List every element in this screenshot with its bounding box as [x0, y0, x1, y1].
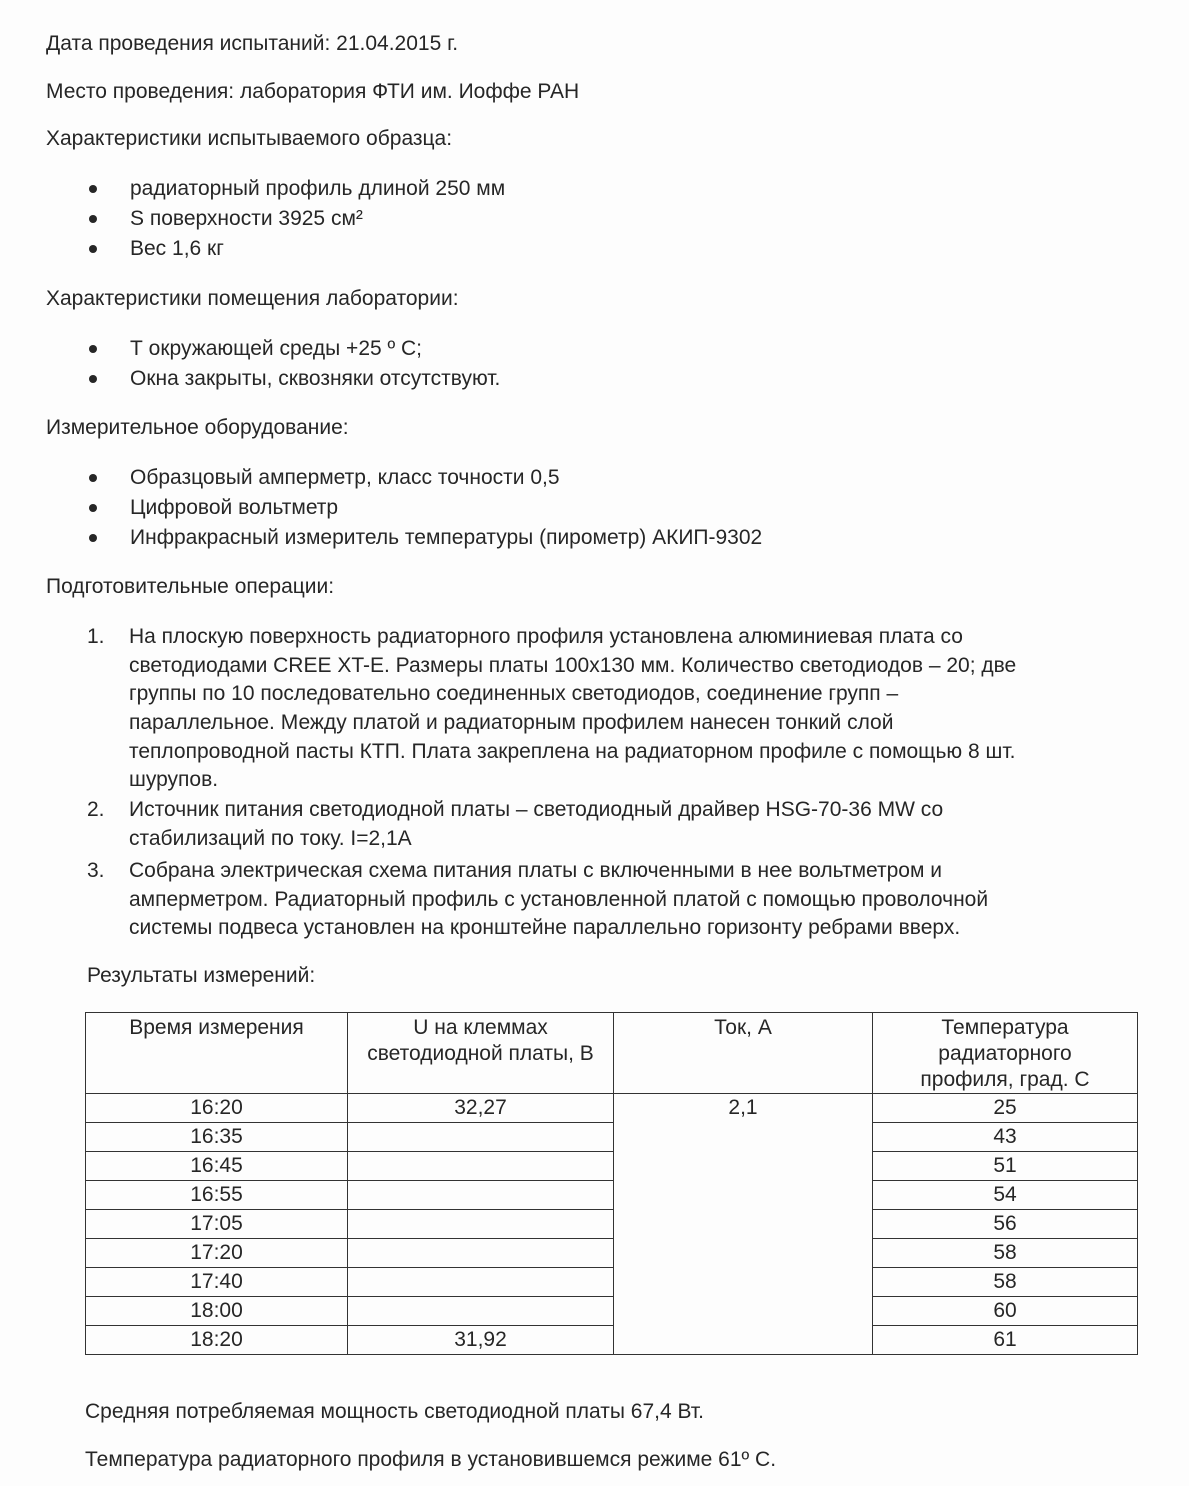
step-line: группы по 10 последовательно соединенных светодиодов, соединение групп –: [129, 682, 899, 706]
table-row: [86, 1268, 1138, 1297]
room-item: Окна закрыты, сквозняки отсутствуют.: [130, 367, 501, 390]
time-cell: 16:45: [86, 1152, 348, 1181]
bullet-icon: [89, 504, 97, 512]
time-cell: 17:40: [86, 1268, 348, 1297]
preparation-heading: Подготовительные операции:: [46, 575, 335, 598]
column-header-voltage: U на клеммах светодиодной платы, В: [348, 1013, 614, 1094]
equipment-item: Цифровой вольтметр: [130, 496, 339, 519]
column-header-current: Ток, А: [614, 1013, 873, 1094]
time-cell: 16:35: [86, 1123, 348, 1152]
results-table: [85, 1012, 1138, 1355]
sample-heading: Характеристики испытываемого образца:: [46, 127, 453, 150]
table-row: [86, 1094, 1138, 1123]
voltage-cell: [348, 1210, 614, 1239]
step-line: стабилизаций по току. I=2,1A: [129, 826, 412, 850]
bullet-icon: [89, 474, 97, 482]
step-text: [129, 859, 988, 940]
temperature-cell: 58: [873, 1239, 1138, 1268]
step-line: теплопроводной пасты КТП. Плата закреплена на радиаторном профиле с помощью 8 шт.: [129, 739, 1016, 763]
bullet-icon: [89, 245, 97, 253]
results-heading: Результаты измерений:: [87, 964, 316, 987]
current-cell: 2,1: [614, 1094, 873, 1355]
temperature-cell: 58: [873, 1268, 1138, 1297]
column-header-time: Время измерения: [86, 1013, 348, 1094]
column-header-temperature: Температура радиаторного профиля, град. С: [873, 1013, 1138, 1094]
temperature-cell: 25: [873, 1094, 1138, 1123]
step-line: Собрана электрическая схема питания платы с включенными в нее вольтметром и: [129, 859, 942, 882]
table-header-row: [86, 1013, 1138, 1094]
bullet-icon: [89, 185, 97, 193]
voltage-cell: [348, 1181, 614, 1210]
bullet-icon: [89, 345, 97, 353]
test-date-line: Дата проведения испытаний: 21.04.2015 г.: [46, 32, 459, 55]
step-line: шурупов.: [129, 768, 219, 792]
time-cell: 16:55: [86, 1181, 348, 1210]
time-cell: 17:20: [86, 1239, 348, 1268]
temperature-cell: 51: [873, 1152, 1138, 1181]
time-cell: 18:20: [86, 1326, 348, 1355]
voltage-cell: 31,92: [348, 1326, 614, 1355]
table-row: [86, 1210, 1138, 1239]
table-row: [86, 1152, 1138, 1181]
time-cell: 16:20: [86, 1094, 348, 1123]
voltage-cell: [348, 1152, 614, 1181]
time-cell: 18:00: [86, 1297, 348, 1326]
step-text: [129, 625, 1016, 792]
sample-item: S поверхности 3925 см²: [130, 207, 363, 230]
equipment-item: Инфракрасный измеритель температуры (пирометр) АКИП-9302: [130, 526, 763, 549]
room-heading: Характеристики помещения лаборатории:: [46, 287, 459, 310]
step-line: светодиодами CREE XT-E. Размеры платы 100х130 мм. Количество светодиодов – 20; две: [129, 653, 1017, 677]
step-line: системы подвеса установлен на кронштейне параллельно горизонту ребрами вверх.: [129, 916, 961, 940]
bullet-icon: [89, 534, 97, 542]
sample-item: радиаторный профиль длиной 250 мм: [130, 177, 506, 200]
voltage-cell: 32,27: [348, 1094, 614, 1123]
temperature-cell: 54: [873, 1181, 1138, 1210]
temperature-cell: 61: [873, 1326, 1138, 1355]
temperature-cell: 43: [873, 1123, 1138, 1152]
voltage-cell: [348, 1239, 614, 1268]
steady-state-temperature-line: Температура радиаторного профиля в установившемся режиме 61º С.: [85, 1448, 777, 1471]
voltage-cell: [348, 1297, 614, 1326]
bullet-icon: [89, 215, 97, 223]
temperature-cell: 60: [873, 1297, 1138, 1326]
voltage-cell: [348, 1123, 614, 1152]
test-place-line: Место проведения: лаборатория ФТИ им. Иоффе РАН: [46, 80, 580, 103]
time-cell: 17:05: [86, 1210, 348, 1239]
room-item: Т окружающей среды +25 º С;: [130, 337, 423, 360]
step-number: 1.: [87, 625, 105, 648]
step-line: амперметром. Радиаторный профиль с установленной платой с помощью проволочной: [129, 887, 989, 911]
equipment-heading: Измерительное оборудование:: [46, 416, 349, 439]
bullet-icon: [89, 375, 97, 383]
step-line: Источник питания светодиодной платы – светодиодный драйвер HSG-70-36 MW со: [129, 798, 944, 821]
table-row: [86, 1239, 1138, 1268]
table-row: [86, 1297, 1138, 1326]
table-row: [86, 1181, 1138, 1210]
equipment-item: Образцовый амперметр, класс точности 0,5: [130, 466, 560, 489]
table-row: [86, 1326, 1138, 1355]
step-line: параллельное. Между платой и радиаторным профилем нанесен тонкий слой: [129, 711, 894, 735]
step-number: 3.: [87, 859, 105, 882]
step-text: [129, 798, 943, 851]
table-row: [86, 1123, 1138, 1152]
voltage-cell: [348, 1268, 614, 1297]
step-line: На плоскую поверхность радиаторного профиля установлена алюминиевая плата со: [129, 625, 963, 648]
temperature-cell: 56: [873, 1210, 1138, 1239]
average-power-line: Средняя потребляемая мощность светодиодной платы 67,4 Вт.: [85, 1400, 704, 1423]
sample-item: Вес 1,6 кг: [130, 237, 224, 260]
step-number: 2.: [87, 798, 105, 821]
